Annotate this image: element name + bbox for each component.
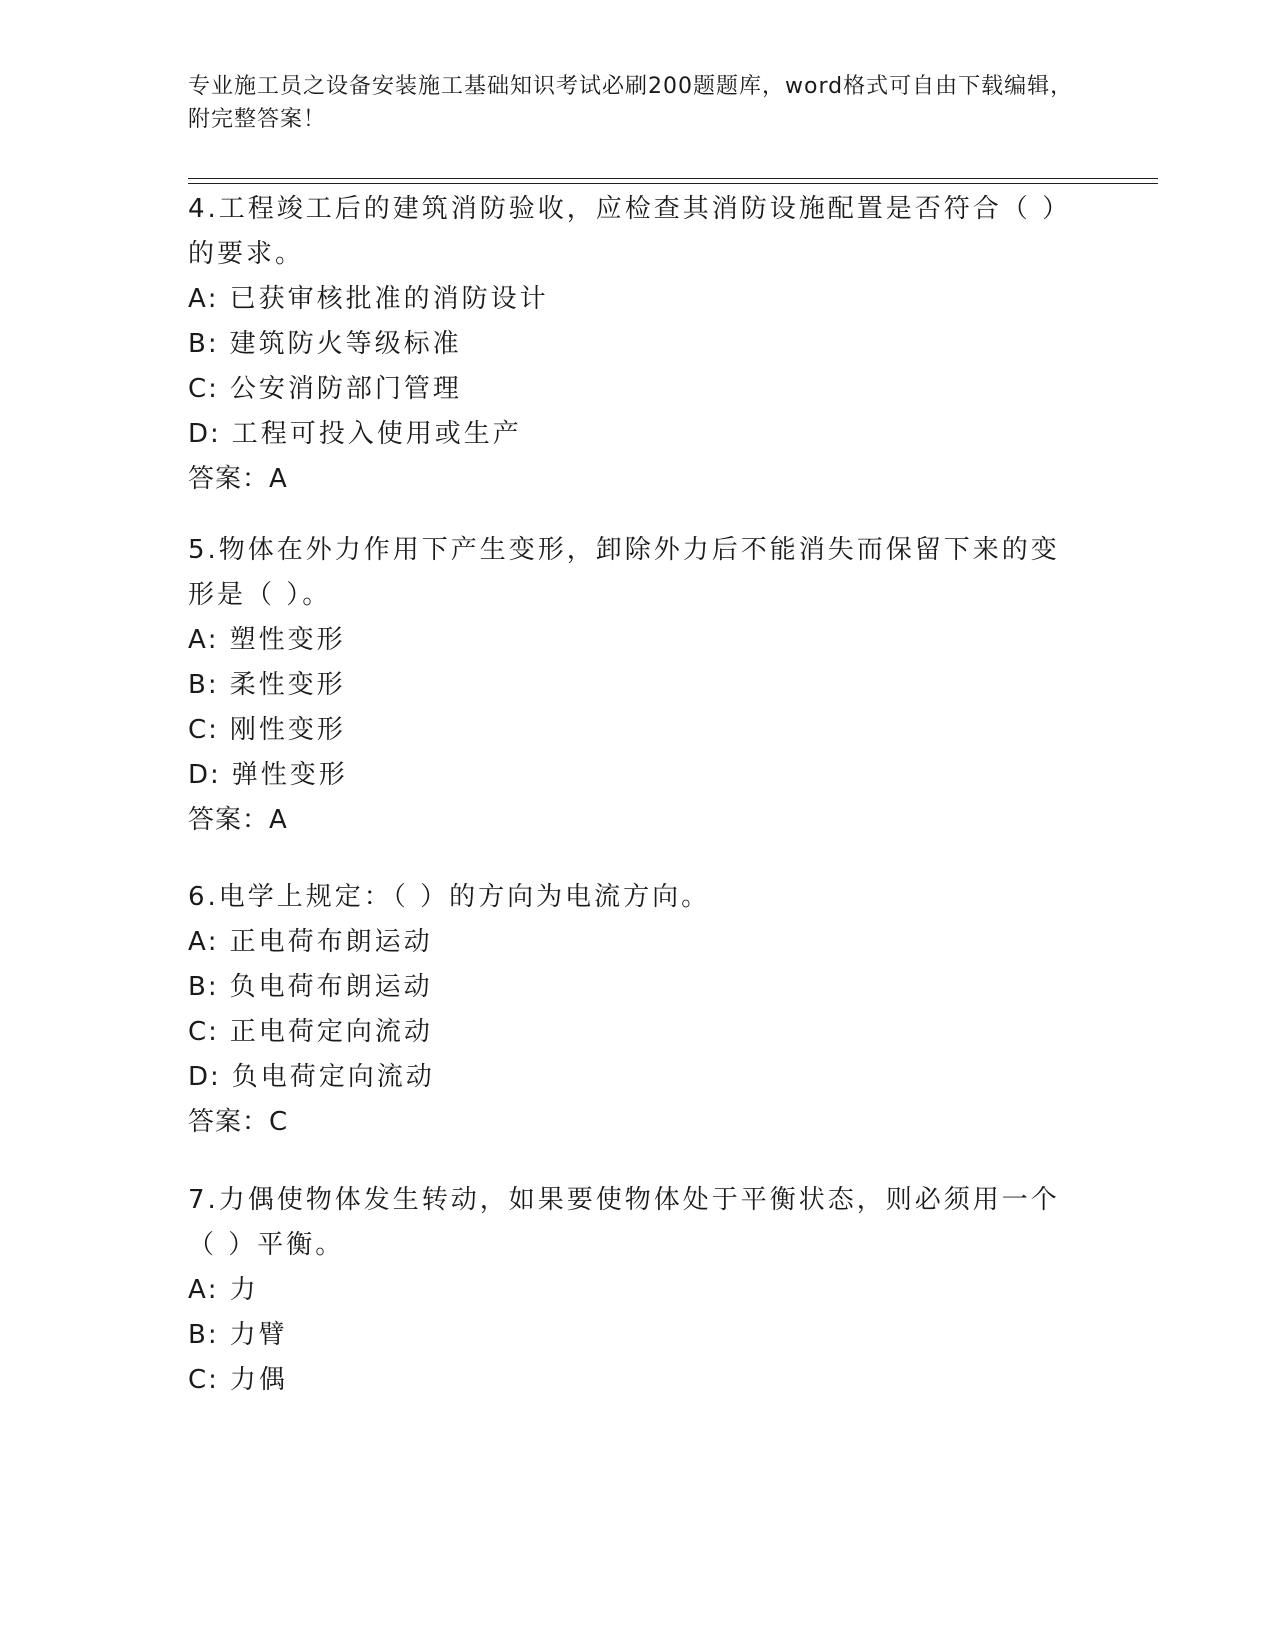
option-separator: :	[208, 1365, 220, 1395]
option-b	[188, 322, 1068, 367]
option-text: 负电荷定向流动	[231, 1062, 435, 1092]
option-text: 已获审核批准的消防设计	[229, 284, 549, 314]
option-b	[188, 1313, 1068, 1358]
question-5	[188, 528, 1068, 843]
option-separator: :	[210, 1062, 222, 1092]
option-c	[188, 1010, 1068, 1055]
answer-value: A	[269, 805, 287, 835]
option-text: 正电荷定向流动	[229, 1017, 433, 1047]
option-a	[188, 277, 1068, 322]
option-letter: B	[188, 329, 208, 359]
answer-label: 答案：	[188, 1107, 270, 1137]
option-separator: :	[208, 1017, 220, 1047]
option-a	[188, 618, 1068, 663]
option-separator: :	[207, 670, 220, 700]
question-7	[188, 1178, 1068, 1403]
option-text: 建筑防火等级标准	[229, 329, 462, 359]
option-separator: :	[207, 927, 220, 957]
answer-value: C	[269, 1107, 288, 1137]
option-text: 工程可投入使用或生产	[231, 419, 522, 449]
option-text: 正电荷布朗运动	[229, 927, 433, 957]
answer-label: 答案：	[188, 464, 270, 494]
answer-value: A	[269, 464, 287, 494]
option-separator: :	[208, 715, 220, 745]
option-text: 力偶	[229, 1365, 288, 1395]
option-d	[188, 1055, 1068, 1100]
option-text: 力臂	[229, 1320, 288, 1350]
answer-line	[188, 1100, 1068, 1145]
option-d	[188, 412, 1068, 457]
option-a	[188, 1268, 1068, 1313]
option-text: 塑性变形	[229, 625, 346, 655]
option-separator: :	[207, 625, 220, 655]
option-text: 力	[229, 1275, 259, 1305]
option-letter: B	[188, 1320, 208, 1350]
header-rule-top	[188, 178, 1158, 179]
option-text: 柔性变形	[229, 670, 346, 700]
document-header: 专业施工员之设备安装施工基础知识考试必刷200题题库，word格式可自由下载编辑，附完整答案！	[188, 74, 1074, 132]
option-letter: C	[188, 715, 209, 745]
question-stem: 7.力偶使物体发生转动，如果要使物体处于平衡状态，则必须用一个（ ）平衡。	[188, 1185, 1060, 1260]
option-letter: A	[188, 625, 208, 655]
option-letter: C	[188, 374, 209, 404]
option-b	[188, 663, 1068, 708]
option-letter: D	[188, 760, 211, 790]
option-separator: :	[210, 760, 222, 790]
option-d	[188, 753, 1068, 798]
option-separator: :	[210, 419, 222, 449]
option-text: 负电荷布朗运动	[229, 972, 433, 1002]
question-stem: 6.电学上规定：（ ）的方向为电流方向。	[188, 882, 711, 912]
option-letter: C	[188, 1365, 209, 1395]
option-letter: B	[188, 972, 208, 1002]
option-letter: A	[188, 284, 208, 314]
option-letter: C	[188, 1017, 209, 1047]
answer-line	[188, 798, 1068, 843]
question-stem: 4.工程竣工后的建筑消防验收，应检查其消防设施配置是否符合（ ）的要求。	[188, 194, 1059, 269]
option-letter: D	[188, 1062, 211, 1092]
option-c	[188, 708, 1068, 753]
option-c	[188, 367, 1068, 412]
question-6	[188, 875, 1068, 1145]
option-b	[188, 965, 1068, 1010]
option-letter: D	[188, 419, 211, 449]
answer-label: 答案：	[188, 805, 270, 835]
option-separator: :	[207, 329, 220, 359]
option-separator: :	[208, 374, 220, 404]
option-text: 刚性变形	[229, 715, 346, 745]
question-4	[188, 187, 1068, 502]
answer-line	[188, 457, 1068, 502]
option-separator: :	[207, 972, 220, 1002]
header-rule-bottom	[188, 183, 1158, 184]
option-text: 弹性变形	[231, 760, 348, 790]
option-a	[188, 920, 1068, 965]
option-separator: :	[207, 1320, 220, 1350]
option-letter: B	[188, 670, 208, 700]
option-c	[188, 1358, 1068, 1403]
option-separator: :	[207, 284, 220, 314]
option-separator: :	[207, 1275, 220, 1305]
question-stem: 5.物体在外力作用下产生变形，卸除外力后不能消失而保留下来的变形是（ ）。	[188, 535, 1060, 610]
option-letter: A	[188, 1275, 208, 1305]
option-letter: A	[188, 927, 208, 957]
option-text: 公安消防部门管理	[229, 374, 462, 404]
